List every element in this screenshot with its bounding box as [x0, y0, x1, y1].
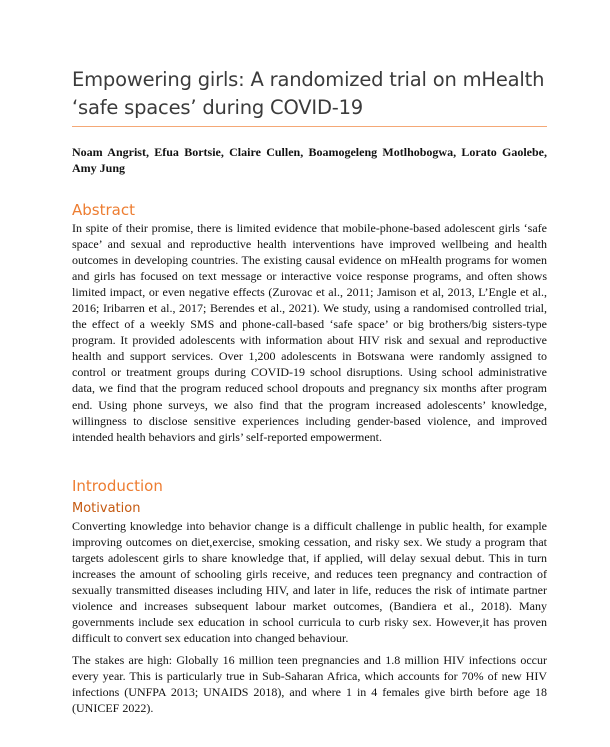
abstract-text: In spite of their promise, there is limited evidence that mobile-phone-based adolescent girls ‘safe space’ and sexual and reproductive health interventions have improved wellbeing and health outcomes in developing countries. The existing causal evidence on mHealth programs for women and girls has focused on text message or interactive voice response programs, and often shows limited impact, or even negative effects (Zurovac et al., 2011; Jamison et al, 2013, L’Engle et al., 2016; Iribarren et al., 2017; Berendes et al., 2021). We study, using a randomised controlled trial, the effect of a weekly SMS and phone-call-based ‘safe space’ or big brothers/big sisters-type program. It provided adolescents with information about HIV risk and sexual and reproductive health and support services. Over 1,200 adolescents in Botswana were randomly assigned to control or treatment groups during COVID-19 school disruptions. Using school administrative data, we find that the program reduced school dropouts and pregnancy six months after program end. Using phone surveys, we also find that the program increased adolescents’ knowledge, willingness to disclose sensitive experiences including gender-based violence, and improved intended health behaviors and girls’ self-reported empowerment. [72, 221, 547, 444]
document-page [72, 66, 547, 716]
abstract-section [72, 200, 547, 445]
motivation-subheading: Motivation [72, 500, 141, 516]
introduction-heading: Introduction [72, 476, 163, 495]
title-divider [72, 126, 547, 127]
body-paragraph: The stakes are high: Globally 16 million teen pregnancies and 1.8 million HIV infections occur every year. This is particularly true in Sub-Saharan Africa, which accounts for 70% of new HIV infections (UNFPA 2013; UNAIDS 2018), and where 1 in 4 females give birth before age 18 (UNICEF 2022). [72, 653, 547, 716]
abstract-heading: Abstract [72, 201, 135, 219]
body-paragraph: Converting knowledge into behavior change is a difficult challenge in public health, for example improving outcomes on diet,exercise, smoking cessation, and risky sex. We study a program that targets adolescent girls to share knowledge that, if applied, will delay sexual debut. This in turn increases the amount of schooling girls receive, and reduces teen pregnancy and contraction of sexually transmitted diseases including HIV, and later in life, reduces the risk of intimate partner violence and increases subsequent labour market outcomes, (Bandiera et al., 2018). Many governments include sex education in school curricula to curb risky sex. However,it has proven difficult to convert sex education into changed behaviour. [72, 518, 547, 645]
paper-title: Empowering girls: A randomized trial on mHealth ‘safe spaces’ during COVID-19 [72, 68, 545, 119]
author-list: Noam Angrist, Efua Bortsie, Claire Cullen, Boamogeleng Motlhobogwa, Lorato Gaolebe, Amy Jung [72, 145, 547, 175]
introduction-section [72, 476, 547, 717]
